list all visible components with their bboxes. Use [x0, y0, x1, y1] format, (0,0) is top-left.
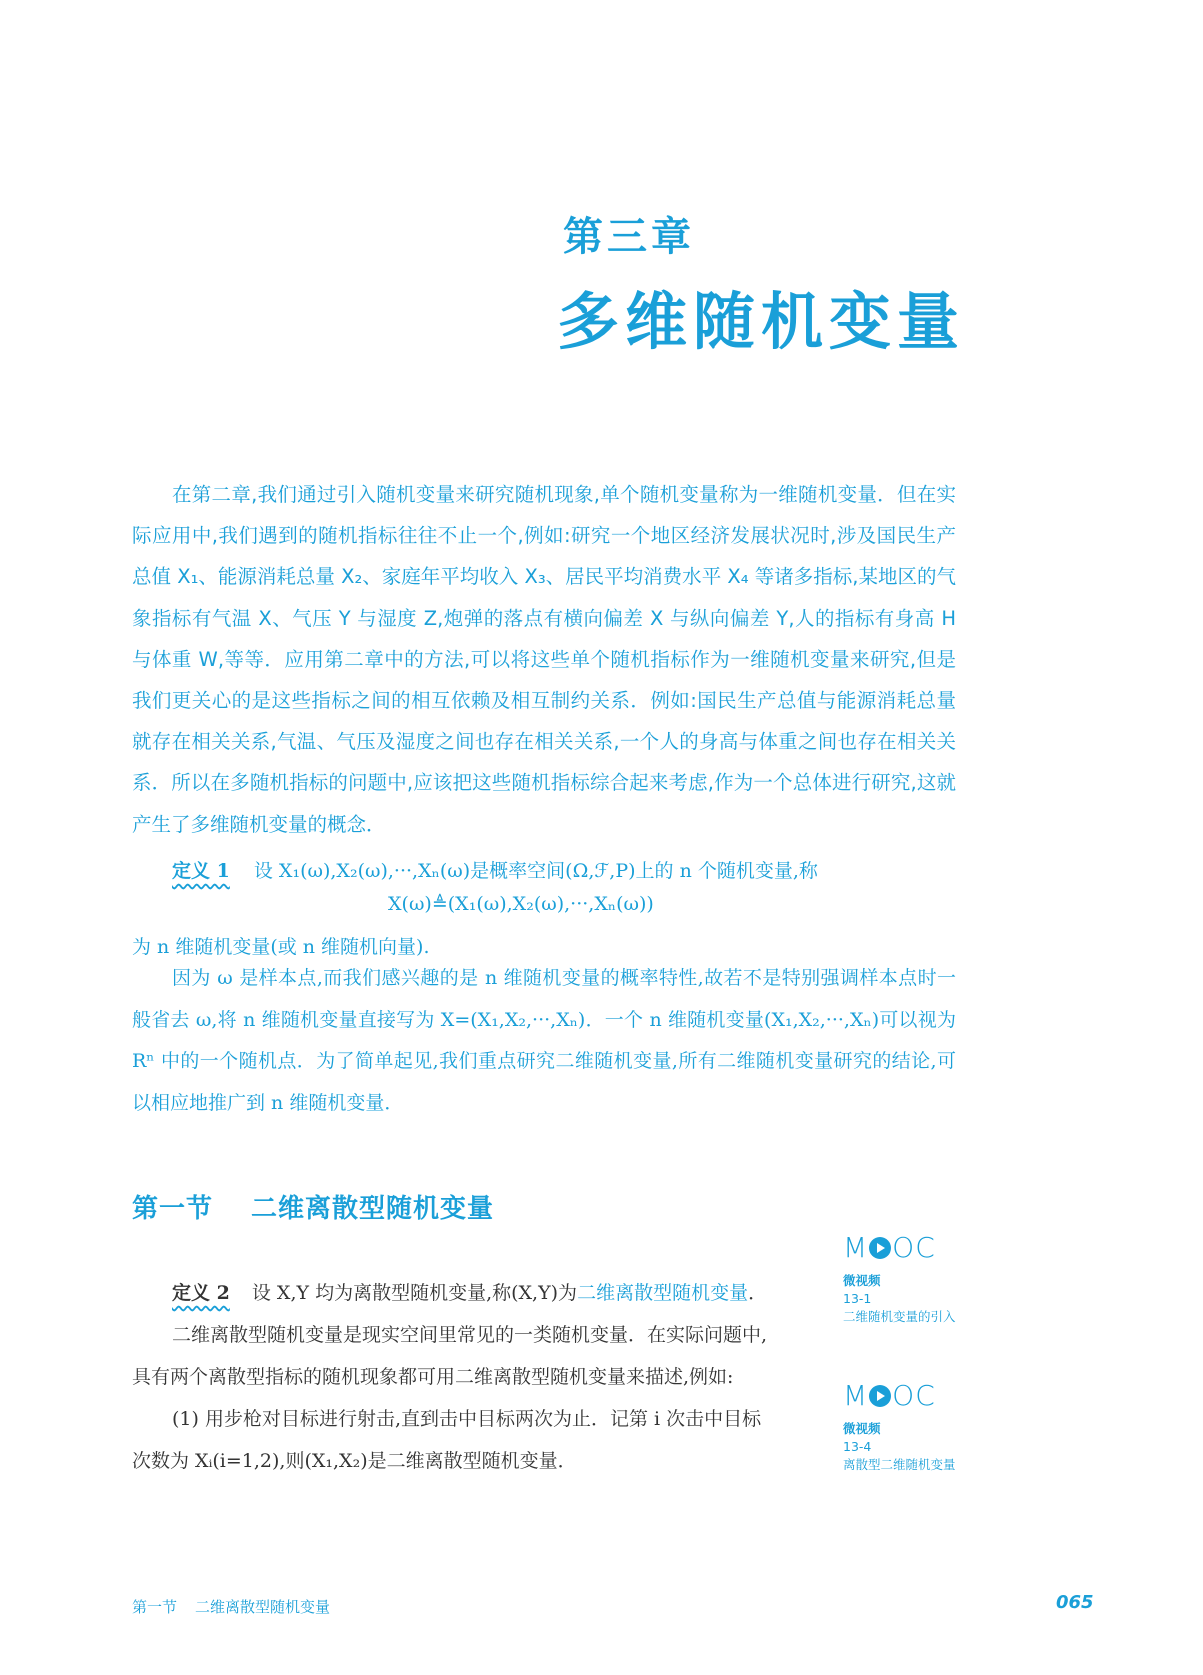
footer-section-title: 二维离散型随机变量 — [195, 1598, 331, 1616]
definition-1-after: 为 n 维随机变量(或 n 维随机向量). — [132, 936, 430, 958]
mooc-label: 微视频 — [843, 1421, 881, 1436]
body-line-3: (1) 用步枪对目标进行射击,直到击中目标两次为止．记第 i 次击中目标 — [172, 1408, 762, 1430]
chapter-title: 多维随机变量 — [557, 285, 966, 358]
mooc-topic: 离散型二维随机变量 — [843, 1457, 956, 1472]
body-line-4: 次数为 Xᵢ(i=1,2),则(X₁,X₂)是二维离散型随机变量． — [132, 1450, 577, 1472]
section-title: 二维离散型随机变量 — [251, 1194, 495, 1224]
intro-paragraph: 在第二章,我们通过引入随机变量来研究随机现象,单个随机变量称为一维随机变量．但在实际应用中,我们遇到的随机指标往往不止一个,例如:研究一个地区经济发展状况时,涉及国民生产总值 X₁、能源消耗总量 X₂、家庭年平均收入 X₃、居民平均消费水平 X₄ 等诸多指标,某地区的气象指标有气温 X、气压 Y 与湿度 Z,炮弹的落点有横向偏差 X 与纵向偏差 Y,人的指标有身高 H 与体重 W,等等．应用第二章中的方法,可以将这些单个随机指标作为一维随机变量来研究,但是我们更关心的是这些指标之间的相互依赖及相互制约关系．例如:国民生产总值与能源消耗总量就存在相关关系,气温、气压及湿度之间也存在相关关系,一个人的身高与体重之间也存在相关关系．所以在多随机指标的问题中,应该把这些随机指标综合起来考虑,作为一个总体进行研究,这就产生了多维随机变量的概念． — [132, 483, 956, 836]
mooc-code: 13-1 — [843, 1291, 872, 1306]
definition-2-term: 定义 2 — [172, 1282, 230, 1304]
mooc-logo-icon: M OC — [843, 1231, 936, 1264]
body-line-2: 具有两个离散型指标的随机现象都可用二维离散型随机变量来描述,例如: — [132, 1366, 734, 1388]
body-line-1: 二维离散型随机变量是现实空间里常见的一类随机变量．在实际问题中, — [172, 1324, 768, 1346]
definition-2-end: ． — [748, 1282, 768, 1304]
play-icon — [869, 1237, 891, 1259]
mooc-logo-icon: M OC — [843, 1379, 936, 1412]
section-heading — [132, 1188, 494, 1225]
page-number: 065 — [1056, 1592, 1094, 1613]
section-number: 第一节 — [132, 1194, 214, 1224]
definition-2-highlight: 二维离散型随机变量 — [577, 1282, 749, 1304]
mooc-card-2[interactable] — [843, 1380, 983, 1474]
definition-1-term: 定义 1 — [172, 860, 230, 882]
definition-2 — [172, 1278, 767, 1305]
definition-1-formula: X(ω)≜(X₁(ω),X₂(ω),···,Xₙ(ω)) — [388, 893, 654, 915]
definition-1 — [172, 856, 818, 883]
chapter-label: 第三章 — [563, 213, 695, 260]
play-icon — [869, 1385, 891, 1407]
paragraph-2: 因为 ω 是样本点,而我们感兴趣的是 n 维随机变量的概率特性,故若不是特别强调样本点时一般省去 ω,将 n 维随机变量直接写为 X=(X₁,X₂,···,Xₙ)．一个 n 维随机变量(X₁,X₂,···,Xₙ)可以视为 Rⁿ 中的一个随机点．为了简单起见,我们重点研究二维随机变量,所有二维随机变量研究的结论,可以相应地推广到 n 维随机变量． — [132, 967, 956, 1114]
mooc-card-1[interactable] — [843, 1232, 983, 1326]
definition-1-text: 设 X₁(ω),X₂(ω),···,Xₙ(ω)是概率空间(Ω,ℱ,P)上的 n 个随机变量,称 — [253, 860, 818, 882]
footer-section — [132, 1596, 330, 1617]
definition-2-text: 设 X,Y 均为离散型随机变量,称(X,Y)为 — [251, 1282, 578, 1304]
mooc-topic: 二维随机变量的引入 — [843, 1309, 956, 1324]
mooc-label: 微视频 — [843, 1273, 881, 1288]
mooc-code: 13-4 — [843, 1439, 872, 1454]
footer-section-number: 第一节 — [132, 1598, 178, 1616]
